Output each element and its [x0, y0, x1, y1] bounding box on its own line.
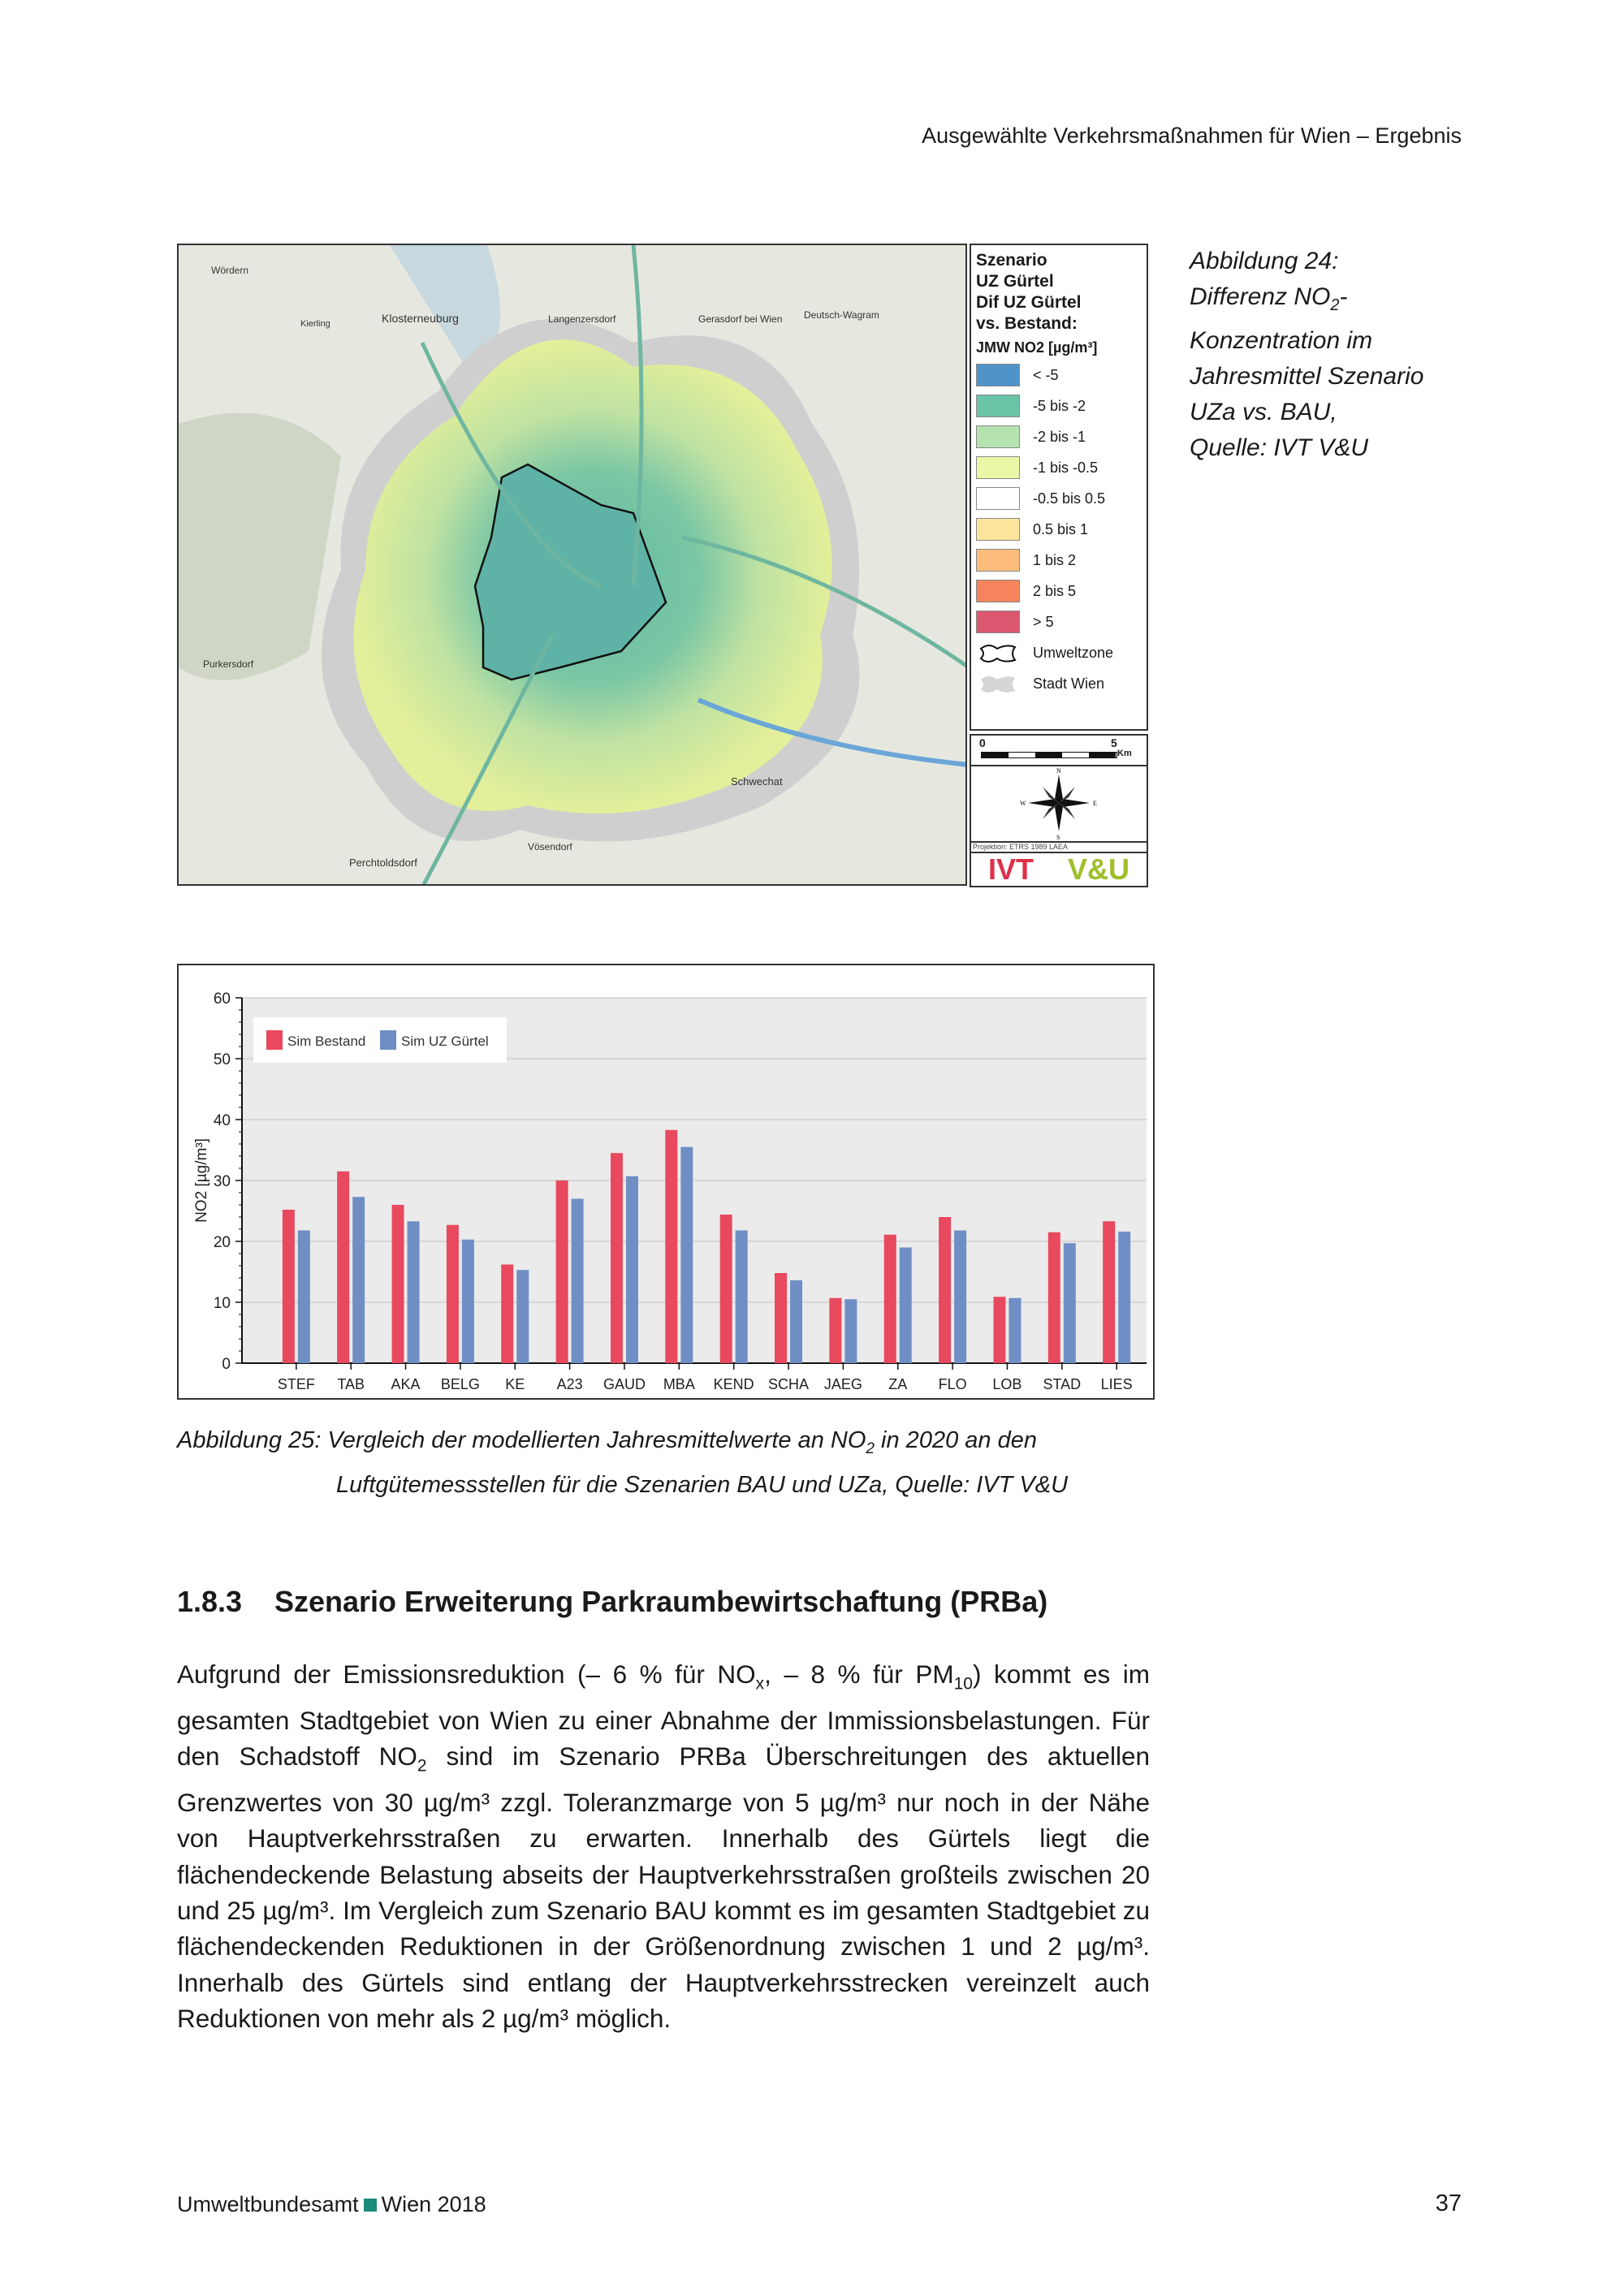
- y-tick-label: 60: [213, 990, 231, 1008]
- y-tick-label: 50: [213, 1051, 231, 1068]
- bar-sim-bestand: [501, 1265, 513, 1364]
- bar-sim-bestand: [611, 1153, 623, 1363]
- bar-sim-bestand: [1103, 1221, 1115, 1363]
- bar-sim-bestand: [447, 1225, 459, 1363]
- legend-item: [976, 360, 1142, 391]
- bar-sim-uz-g-rtel: [736, 1231, 748, 1364]
- legend-title-4: vs. Bestand:: [976, 314, 1078, 333]
- y-tick-label: 0: [222, 1356, 231, 1373]
- bar-sim-bestand: [993, 1297, 1005, 1363]
- compass-w: W: [1020, 800, 1026, 807]
- bar-sim-bestand: [283, 1210, 295, 1363]
- legend-label: -2 bis -1: [1033, 428, 1086, 445]
- bar-sim-bestand: [665, 1130, 677, 1363]
- legend-swatch: [976, 611, 1020, 633]
- projection-note: Projektion: ETRS 1989 LAEA: [970, 843, 1148, 853]
- caption-line: Abbildung 24:: [1190, 248, 1339, 274]
- bar-sim-uz-g-rtel: [844, 1299, 857, 1363]
- legend-swatch: [976, 456, 1020, 479]
- section-title: Szenario Erweiterung Parkraumbewirtschaftung (PRBa): [274, 1585, 1048, 1618]
- no2-difference-map: [177, 244, 967, 886]
- map-label: Perchtoldsdorf: [349, 857, 417, 869]
- bar-sim-bestand: [392, 1205, 404, 1363]
- map-label: Deutsch-Wagram: [804, 309, 879, 321]
- legend-swatch: [976, 364, 1020, 386]
- legend-swatch: [976, 580, 1020, 602]
- bar-sim-bestand: [829, 1298, 841, 1363]
- legend-item: [976, 545, 1142, 576]
- legend-item: [976, 576, 1142, 606]
- caption-line: Konzentration im: [1190, 327, 1373, 354]
- legend-swatch: [380, 1030, 396, 1050]
- legend-label: 2 bis 5: [1033, 582, 1077, 599]
- legend-label: Sim Bestand: [287, 1034, 366, 1049]
- scale-end: 5: [1111, 736, 1117, 749]
- x-tick-label: LOB: [992, 1376, 1022, 1392]
- ivt-logo: IVT: [987, 852, 1034, 886]
- scale-bar: [970, 734, 1148, 766]
- caption-line: Differenz $NO_2-$: [1190, 283, 1348, 314]
- figure-24-caption: [1190, 244, 1466, 466]
- bar-sim-uz-g-rtel: [516, 1270, 529, 1363]
- legend-title-1: Szenario: [976, 251, 1047, 270]
- legend-title-2: UZ Gürtel: [976, 272, 1054, 291]
- map-label: Klosterneuburg: [382, 312, 459, 325]
- x-tick-label: A23: [556, 1376, 583, 1392]
- bar-sim-uz-g-rtel: [790, 1280, 802, 1363]
- bar-sim-bestand: [337, 1172, 349, 1363]
- section-heading: [177, 1585, 1047, 1619]
- legend-item: [976, 483, 1142, 514]
- x-tick-label: TAB: [337, 1376, 365, 1392]
- scale-start: 0: [979, 736, 986, 749]
- y-tick-label: 30: [213, 1173, 231, 1190]
- x-tick-label: FLO: [938, 1376, 967, 1392]
- bar-sim-bestand: [720, 1215, 732, 1363]
- bar-sim-uz-g-rtel: [626, 1176, 638, 1363]
- legend-item: [976, 452, 1142, 483]
- legend-swatch: [976, 549, 1020, 572]
- compass-rose-icon: [971, 766, 1147, 839]
- y-tick-label: 10: [213, 1295, 231, 1312]
- chart-svg: [179, 965, 1153, 1398]
- legend-label: 0.5 bis 1: [1033, 520, 1089, 537]
- separator-square-icon: [364, 2199, 377, 2212]
- legend-item-umweltzone: [976, 637, 1142, 668]
- legend-label: < -5: [1033, 366, 1059, 383]
- legend-swatch: [976, 425, 1020, 448]
- footer-publisher: [177, 2192, 486, 2217]
- legend-item: [976, 391, 1142, 421]
- x-tick-label: SCHA: [768, 1376, 810, 1392]
- bar-sim-uz-g-rtel: [1009, 1298, 1021, 1363]
- bar-sim-uz-g-rtel: [352, 1197, 365, 1363]
- x-tick-label: AKA: [391, 1376, 421, 1392]
- map-label: Wördern: [211, 265, 249, 276]
- legend-title-3: Dif UZ Gürtel: [976, 293, 1082, 312]
- body-paragraph: Aufgrund der Emissionsreduktion (– 6 % für $NO_x$, – 8 % für $PM_{10}$) kommt es im gesamten Stadtgebiet von Wien zu einer Abnahme der Immissionsbelastungen. Für den Schadstoff $NO_2$ sind im Szenario PRBa Überschreitungen des aktuellen Grenzwertes von 30 µg/m³ zzgl. Toleranzmarge von 5 µg/m³ nur noch in der Nähe von Hauptverkehrsstraßen zu erwarten. Innerhalb des Gürtels liegt die flächendeckende Belastung abseits der Hauptverkehrsstraßen großteils zwischen 20 und 25 µg/m³. Im Vergleich zum Szenario BAU kommt es im gesamten Stadtgebiet zu flächendeckenden Reduktionen in der Größenordnung zwischen 1 und 2 µg/m³. Innerhalb des Gürtels sind entlang der Hauptverkehrsstrecken vereinzelt auch Reduktionen von mehr als 2 µg/m³ möglich.: [177, 1659, 1150, 2034]
- legend-swatch: [976, 395, 1020, 417]
- map-label: Schwechat: [731, 775, 783, 788]
- bar-sim-uz-g-rtel: [1064, 1243, 1076, 1363]
- legend-label: > 5: [1033, 613, 1054, 630]
- bar-sim-uz-g-rtel: [900, 1248, 912, 1364]
- compass-s: S: [1056, 834, 1060, 839]
- map-label: Gerasdorf bei Wien: [698, 313, 783, 325]
- compass-e: E: [1093, 800, 1097, 807]
- section-number: 1.8.3: [177, 1585, 243, 1618]
- legend-item: [976, 606, 1142, 637]
- caption-line: UZa vs. BAU,: [1190, 399, 1337, 425]
- bar-sim-bestand: [884, 1235, 896, 1363]
- legend-item-stadt-wien: [976, 668, 1142, 699]
- legend-label: -1 bis -0.5: [1033, 459, 1099, 476]
- publisher: Umweltbundesamt: [177, 2192, 359, 2216]
- legend-swatch: [976, 518, 1020, 541]
- page-number: 37: [1435, 2190, 1462, 2216]
- no2-bar-chart: [177, 964, 1155, 1400]
- figure-25-caption: [177, 1422, 1068, 1503]
- legend-swatch: [266, 1030, 283, 1050]
- bar-sim-uz-g-rtel: [462, 1240, 474, 1363]
- legend-label: Stadt Wien: [1033, 675, 1105, 692]
- x-tick-label: KE: [505, 1376, 525, 1392]
- x-tick-label: GAUD: [603, 1376, 646, 1392]
- x-tick-label: STAD: [1043, 1376, 1082, 1392]
- bar-sim-uz-g-rtel: [680, 1147, 693, 1363]
- vu-logo: V&U: [1067, 852, 1129, 886]
- legend-label: Umweltzone: [1033, 644, 1114, 661]
- map-label: Kierling: [300, 319, 330, 329]
- bar-sim-bestand: [1048, 1232, 1060, 1363]
- y-tick-label: 40: [213, 1112, 231, 1129]
- bar-sim-bestand: [775, 1273, 787, 1363]
- caption-line: Quelle: IVT V&U: [1190, 434, 1369, 461]
- place-year: Wien 2018: [381, 2192, 486, 2216]
- x-tick-label: JAEG: [823, 1376, 862, 1392]
- logos: [970, 853, 1148, 887]
- legend-item: [976, 421, 1142, 452]
- map-label: Purkersdorf: [203, 658, 254, 670]
- legend-label: 1 bis 2: [1033, 551, 1077, 568]
- x-tick-label: KEND: [713, 1376, 754, 1392]
- x-tick-label: MBA: [663, 1376, 695, 1392]
- bar-sim-bestand: [939, 1217, 951, 1363]
- caption-line: Luftgütemessstellen für die Szenarien BAU und UZa, Quelle: IVT V&U: [336, 1471, 1069, 1498]
- bar-sim-uz-g-rtel: [572, 1199, 584, 1364]
- legend-label: -0.5 bis 0.5: [1033, 490, 1106, 507]
- x-tick-label: STEF: [277, 1376, 315, 1392]
- map-label: Vösendorf: [528, 841, 572, 852]
- map-legend: [970, 244, 1148, 731]
- map-graphic: [179, 245, 967, 886]
- legend-label: Sim UZ Gürtel: [401, 1034, 489, 1049]
- stadt-wien-area-icon: [976, 671, 1020, 696]
- y-tick-label: 20: [213, 1234, 231, 1251]
- map-label: Langenzersdorf: [548, 313, 616, 325]
- bar-sim-uz-g-rtel: [954, 1231, 966, 1364]
- scale-unit: Km: [1117, 749, 1132, 758]
- x-tick-label: ZA: [888, 1376, 908, 1392]
- bar-sim-uz-g-rtel: [408, 1221, 420, 1363]
- bar-sim-bestand: [556, 1180, 568, 1363]
- x-tick-label: LIES: [1100, 1376, 1133, 1392]
- bar-sim-uz-g-rtel: [1118, 1232, 1130, 1363]
- y-axis-label: NO2 [µg/m³]: [193, 1138, 210, 1223]
- x-tick-label: BELG: [440, 1376, 480, 1392]
- bar-sim-uz-g-rtel: [298, 1231, 310, 1364]
- legend-item: [976, 514, 1142, 545]
- legend-label: -5 bis -2: [1033, 397, 1086, 414]
- caption-line: Abbildung 25: Vergleich der modellierten Jahresmittelwerte an $NO_2$ in 2020 an den: [177, 1427, 1037, 1457]
- running-header: Ausgewählte Verkehrsmaßnahmen für Wien – Ergebnis: [922, 123, 1462, 148]
- legend-unit: JMW NO2 [µg/m³]: [976, 339, 1098, 356]
- legend-swatch: [976, 487, 1020, 510]
- umweltzone-outline-icon: [976, 641, 1020, 665]
- north-arrow: [970, 766, 1148, 843]
- caption-line: Jahresmittel Szenario: [1190, 363, 1424, 390]
- compass-n: N: [1056, 767, 1061, 775]
